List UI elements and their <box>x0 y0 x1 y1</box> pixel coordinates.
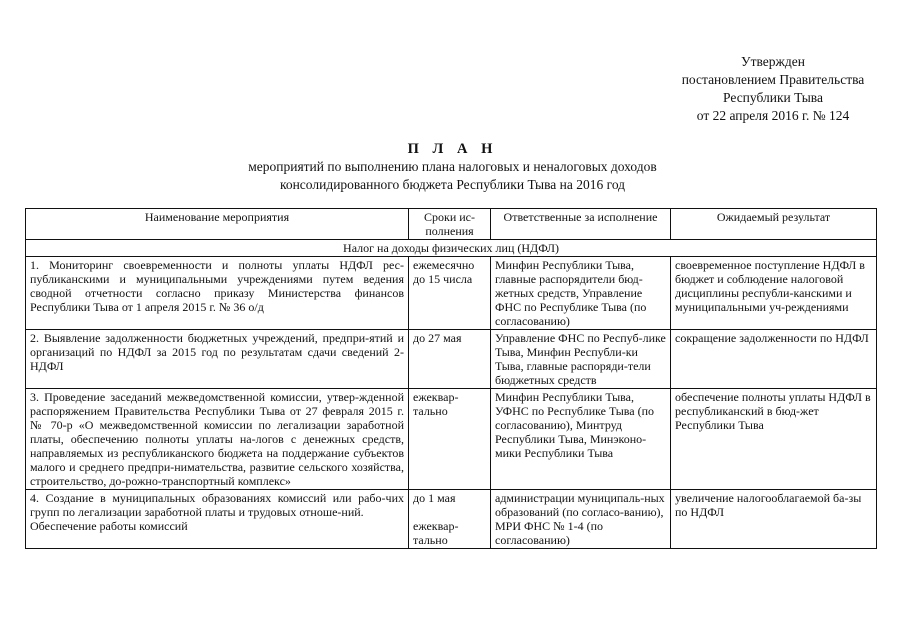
section-row <box>26 240 877 257</box>
term-spacer <box>413 505 486 519</box>
header-term: Сроки ис-полнения <box>409 209 491 240</box>
term-cell: ежемесячно до 15 числа <box>409 257 491 330</box>
approval-line-1: Утвержден <box>741 54 805 69</box>
approval-line-4: от 22 апреля 2016 г. № 124 <box>696 108 850 123</box>
plan-subtitle-2: консолидированного бюджета Республики Тыва на 2016 год <box>279 177 626 192</box>
header-result: Ожидаемый результат <box>671 209 877 240</box>
header-activity: Наименование мероприятия <box>26 209 409 240</box>
activity-cell: 1. Мониторинг своевременности и полноты уплаты НДФЛ рес-публиканскими и муниципальными учреждениями путем ведения сводной отчетности согласно приказу Министерства финансов Республики Тыва от 1 апреля 2015 г. № 36 о/д <box>26 257 409 330</box>
term-cell <box>409 490 491 549</box>
table-row <box>26 389 877 490</box>
term-text: до 1 мая <box>413 491 456 505</box>
term-cell: ежеквар-тально <box>409 389 491 490</box>
responsible-cell: Управление ФНС по Респуб-лике Тыва, Минфин Республи-ки Тыва, главные распоряди-тели бюджетных средств <box>491 330 671 389</box>
approval-stamp <box>668 53 878 125</box>
result-cell: сокращение задолженности по НДФЛ <box>671 330 877 389</box>
plan-title: П Л А Н <box>407 141 498 157</box>
document-title-block <box>0 140 905 194</box>
responsible-cell: администрации муниципаль-ных образований (по согласо-ванию), МРИ ФНС № 1-4 (по согласованию) <box>491 490 671 549</box>
result-cell: увеличение налогооблагаемой ба-зы по НДФЛ <box>671 490 877 549</box>
result-cell: обеспечение полноты уплаты НДФЛ в республиканский в бюд-жет Республики Тыва <box>671 389 877 490</box>
activity-cell <box>26 490 409 549</box>
activity-text-2: Обеспечение работы комиссий <box>30 519 188 533</box>
result-cell: своевременное поступление НДФЛ в бюджет и соблюдение налоговой дисциплины республи-канскими и муниципальными уч-реждениями <box>671 257 877 330</box>
responsible-cell: Минфин Республики Тыва, главные распорядители бюд-жетных средств, Управление ФНС по Республике Тыва (по согласованию) <box>491 257 671 330</box>
term-cell: до 27 мая <box>409 330 491 389</box>
approval-line-2: постановлением Правительства <box>681 72 865 87</box>
term-text-2: ежеквар-тально <box>413 519 459 547</box>
activity-cell: 3. Проведение заседаний межведомственной комиссии, утвер-жденной распоряжением Правительства Республики Тыва от 27 февраля 2015 г. № 70-р «О межведомственной комиссии по легализации заработной платы, обеспечению полноты уплаты на-логов с денежных средств, направляемых из республиканского бюджета на поддержание субъектов малого и среднего предпри-нимательства, развитие сельского хозяйства, строительство, до-рожно-транспортный комплекс» <box>26 389 409 490</box>
plan-table <box>25 208 877 549</box>
table-row <box>26 257 877 330</box>
responsible-cell: Минфин Республики Тыва, УФНС по Республике Тыва (по согласованию), Минтруд Республики Тыва, Минэконо-мики Республики Тыва <box>491 389 671 490</box>
approval-line-3: Республики Тыва <box>723 90 823 105</box>
table-row <box>26 330 877 389</box>
table-row <box>26 490 877 549</box>
table-header-row <box>26 209 877 240</box>
activity-cell: 2. Выявление задолженности бюджетных учреждений, предпри-ятий и организаций по НДФЛ за 2015 год по результатам сдачи сведений 2-НДФЛ <box>26 330 409 389</box>
header-responsible: Ответственные за исполнение <box>491 209 671 240</box>
plan-subtitle-1: мероприятий по выполнению плана налоговых и неналоговых доходов <box>248 159 657 174</box>
activity-text: 4. Создание в муниципальных образованиях комиссий или рабо-чих групп по легализации заработной платы и трудовых отноше-ний. <box>30 491 404 519</box>
section-title: Налог на доходы физических лиц (НДФЛ) <box>26 240 877 257</box>
